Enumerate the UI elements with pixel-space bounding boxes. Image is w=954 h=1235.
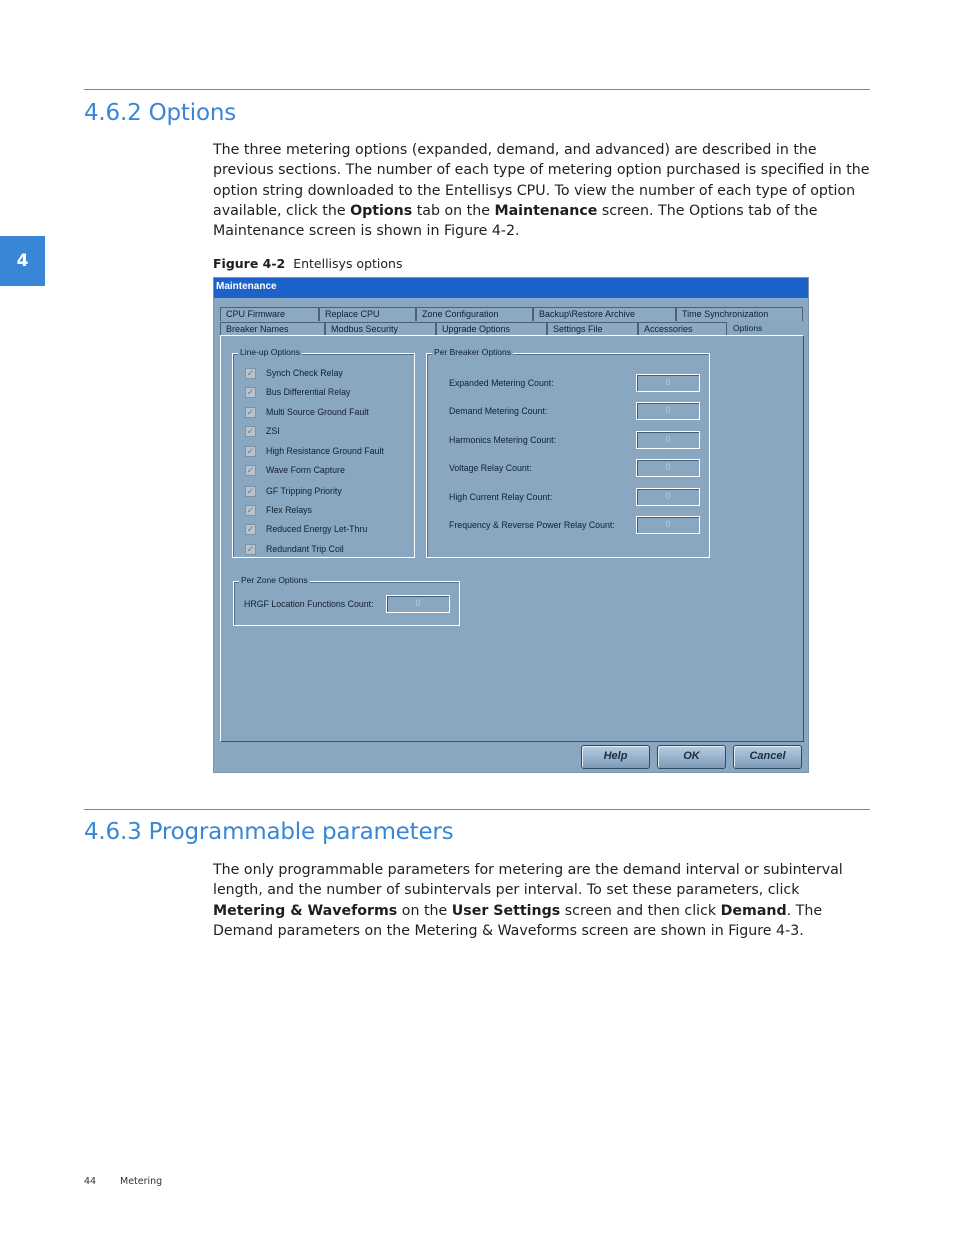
options-paragraph (213, 140, 873, 241)
tab-upgrade-options[interactable]: Upgrade Options (436, 322, 547, 336)
programmable-parameters-paragraph (213, 860, 873, 941)
lineup-option-label: GF Tripping Priority (266, 486, 342, 496)
bold-term: User Settings (451, 902, 561, 919)
voltage-relay-count-field[interactable]: 0 (636, 459, 700, 477)
count-label: High Current Relay Count: (449, 492, 553, 502)
count-label: HRGF Location Functions Count: (244, 599, 374, 609)
lineup-option-label: Flex Relays (266, 505, 312, 515)
tab-time-synchronization[interactable]: Time Synchronization (676, 307, 803, 321)
text-run: on the (397, 902, 452, 919)
figure-caption (213, 256, 402, 271)
bold-term: Options (350, 202, 413, 219)
lineup-option[interactable] (245, 543, 344, 555)
bold-term: Maintenance (494, 202, 598, 219)
checkbox[interactable]: ✓ (246, 464, 255, 475)
tab-settings-file[interactable]: Settings File (547, 322, 638, 336)
section-rule-top (84, 89, 870, 90)
checkbox[interactable]: ✓ (246, 406, 255, 417)
count-label: Harmonics Metering Count: (449, 435, 557, 445)
bold-term: Metering & Waveforms (213, 902, 398, 919)
per-breaker-count-row (449, 488, 704, 506)
bold-term: Demand (720, 902, 787, 919)
chapter-tab: 4 (0, 236, 45, 286)
count-label: Expanded Metering Count: (449, 378, 554, 388)
maintenance-window (213, 277, 809, 773)
tab-zone-configuration[interactable]: Zone Configuration (416, 307, 533, 321)
per-zone-count-row (244, 595, 454, 613)
per-breaker-count-row (449, 374, 704, 392)
section-heading-programmable-parameters: 4.6.3 Programmable parameters (84, 819, 454, 845)
checkbox[interactable]: ✓ (246, 386, 255, 397)
section-rule-bottom (84, 809, 870, 810)
hrgf-location-functions-count-field[interactable]: 0 (386, 595, 450, 613)
lineup-option[interactable] (245, 504, 312, 516)
lineup-option-label: Wave Form Capture (266, 465, 345, 475)
lineup-option[interactable] (245, 485, 342, 497)
checkbox[interactable]: ✓ (246, 485, 255, 496)
footer-section-name: Metering (120, 1176, 163, 1187)
lineup-option[interactable] (245, 464, 345, 476)
lineup-option-label: ZSI (266, 426, 280, 436)
text-run: tab on the (412, 202, 495, 219)
window-title: Maintenance (214, 278, 808, 298)
per-breaker-options-group (426, 347, 710, 558)
lineup-option-label: High Resistance Ground Fault (266, 446, 384, 456)
section-heading-options: 4.6.2 Options (84, 100, 236, 126)
lineup-option-label: Reduced Energy Let-Thru (266, 524, 368, 534)
tab-breaker-names[interactable]: Breaker Names (220, 322, 325, 336)
options-panel (220, 335, 804, 742)
figure-caption-text: Entellisys options (293, 256, 403, 271)
ok-button[interactable]: OK (657, 745, 726, 769)
lineup-option[interactable] (245, 406, 369, 418)
count-label: Frequency & Reverse Power Relay Count: (449, 520, 615, 530)
lineup-option-label: Multi Source Ground Fault (266, 407, 369, 417)
count-label: Voltage Relay Count: (449, 463, 532, 473)
per-breaker-count-row (449, 402, 704, 420)
lineup-option-label: Redundant Trip Coil (266, 544, 344, 554)
tab-backup-restore-archive[interactable]: Backup\Restore Archive (533, 307, 676, 321)
tab-options[interactable]: Options (727, 321, 797, 335)
per-breaker-count-row (449, 431, 704, 449)
harmonics-metering-count-field[interactable]: 0 (636, 431, 700, 449)
lineup-options-group (232, 347, 415, 558)
checkbox[interactable]: ✓ (246, 523, 255, 534)
lineup-options-title: Line-up Options (240, 347, 301, 357)
demand-metering-count-field[interactable]: 0 (636, 402, 700, 420)
tab-accessories[interactable]: Accessories (638, 322, 727, 336)
count-label: Demand Metering Count: (449, 406, 548, 416)
checkbox[interactable]: ✓ (246, 543, 255, 554)
per-breaker-options-title: Per Breaker Options (434, 347, 512, 357)
expanded-metering-count-field[interactable]: 0 (636, 374, 700, 392)
checkbox[interactable]: ✓ (246, 367, 255, 378)
per-zone-options-group (233, 575, 460, 626)
page-number: 44 (84, 1176, 97, 1187)
lineup-option-label: Synch Check Relay (266, 368, 343, 378)
help-button[interactable]: Help (581, 745, 650, 769)
per-zone-options-title: Per Zone Options (241, 575, 308, 585)
text-run: . The Demand parameters on the Metering & Waveforms screen are shown in Figure 4-3. (213, 902, 823, 939)
checkbox[interactable]: ✓ (246, 504, 255, 515)
checkbox[interactable]: ✓ (246, 445, 255, 456)
figure-label: Figure 4-2 (213, 256, 286, 271)
lineup-option[interactable] (245, 386, 350, 398)
frequency-reverse-power-relay-count-field[interactable]: 0 (636, 516, 700, 534)
tab-modbus-security[interactable]: Modbus Security (325, 322, 436, 336)
cancel-button[interactable]: Cancel (733, 745, 802, 769)
lineup-option[interactable] (245, 523, 367, 535)
high-current-relay-count-field[interactable]: 0 (636, 488, 700, 506)
checkbox[interactable]: ✓ (246, 425, 255, 436)
lineup-option[interactable] (245, 425, 280, 437)
lineup-option-label: Bus Differential Relay (266, 387, 351, 397)
text-run: The three metering options (expanded, demand, and advanced) are described in the previous sections. The number of each type of metering option purchased is specified in the option string downloaded to the Entellisys CPU. To view the number of each type of option available, click the (213, 142, 870, 219)
per-breaker-count-row (449, 459, 704, 477)
lineup-option[interactable] (245, 367, 343, 379)
text-run: screen and then click (560, 902, 721, 919)
tab-replace-cpu[interactable]: Replace CPU (319, 307, 416, 321)
text-run: screen. The Options tab of the Maintenance screen is shown in Figure 4-2. (213, 202, 818, 240)
lineup-option[interactable] (245, 445, 384, 457)
text-run: The only programmable parameters for metering are the demand interval or subinterval length, and the number of subintervals per interval. To set these parameters, click (213, 862, 843, 899)
per-breaker-count-row (449, 516, 704, 534)
tab-cpu-firmware[interactable]: CPU Firmware (220, 307, 319, 321)
